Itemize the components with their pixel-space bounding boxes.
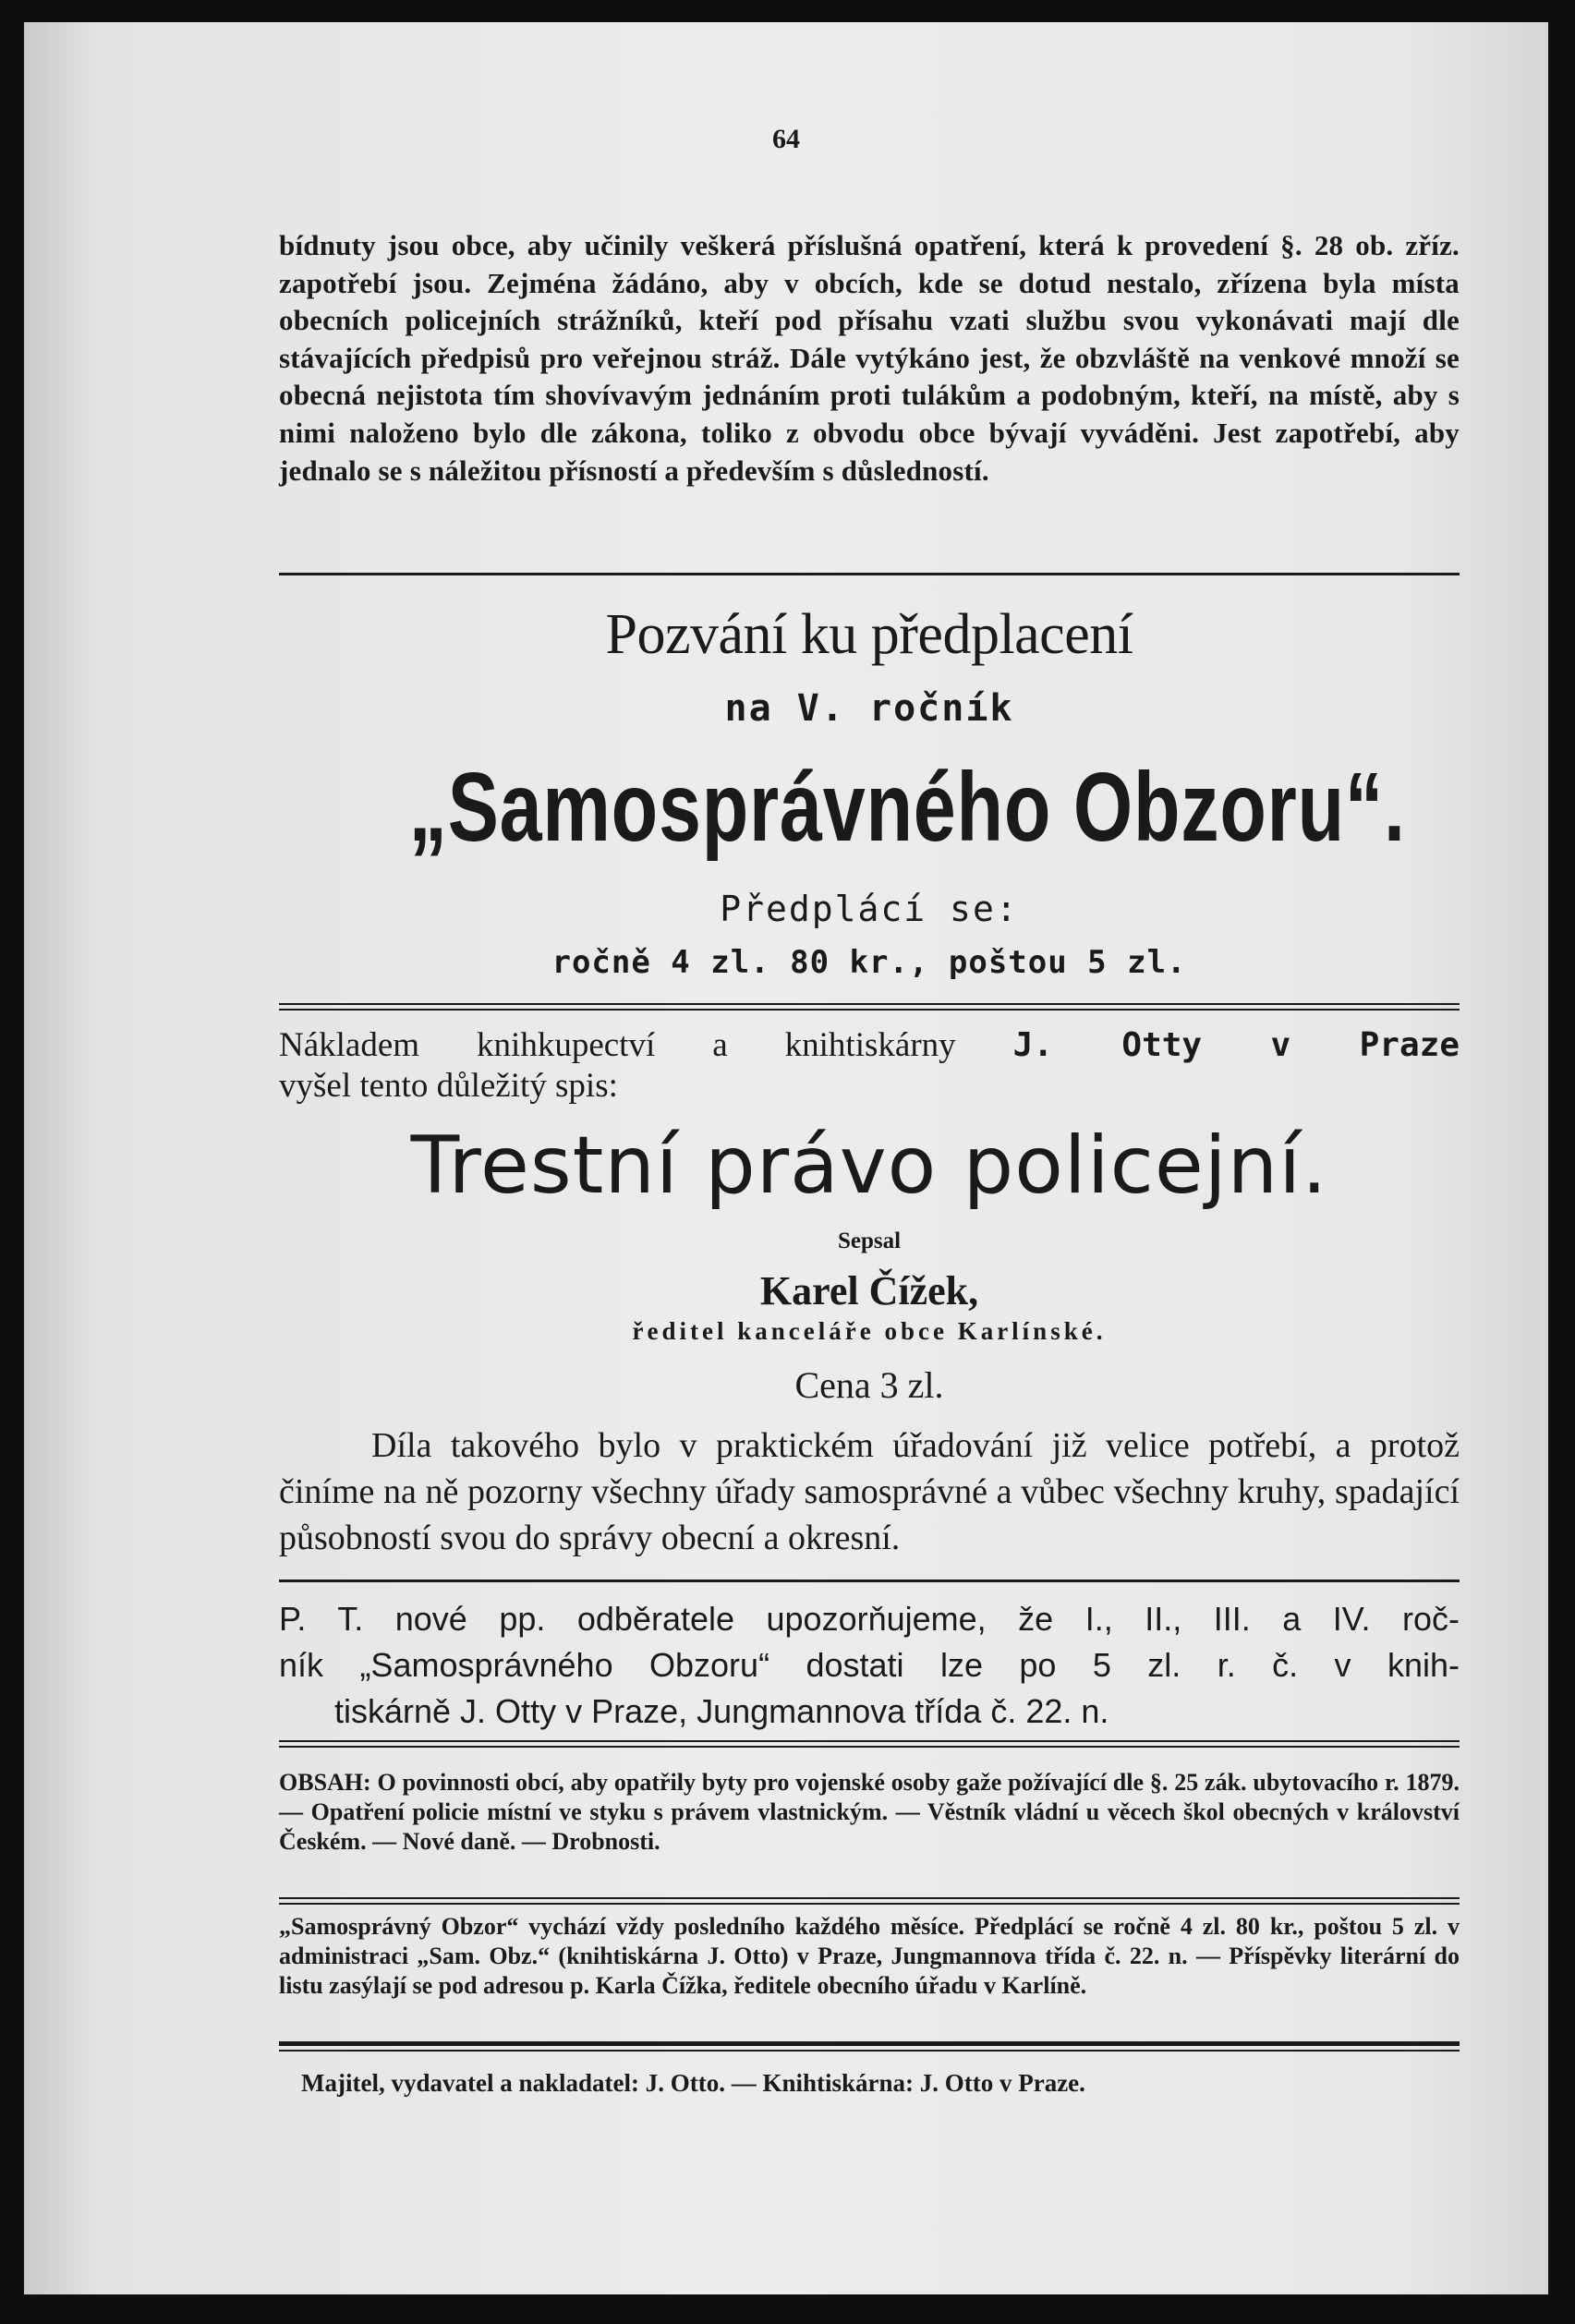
book-price: Cena 3 zl. [794, 1364, 944, 1406]
subscriber-notice [279, 1596, 1460, 1735]
publisher-suffix: vyšel tento důležitý spis: [279, 1067, 618, 1105]
imprint-line: Majitel, vydavatel a nakladatel: J. Otto. — Knihtiskárna: J. Otto v Praze. [301, 2069, 1085, 2097]
divider-top [279, 573, 1460, 575]
sepsal-label: Sepsal [837, 1229, 902, 1253]
contents-label: OBSAH: [279, 1769, 371, 1796]
magazine-title: „Samosprávného Obzoru“. [408, 753, 1406, 862]
page-number: 64 [772, 124, 800, 154]
divider-double-a2 [279, 1009, 1460, 1011]
divider-bottom-thick [279, 2041, 1460, 2046]
publication-info: „Samosprávný Obzor“ vychází vždy posledního každého měsíce. Předplácí se ročně 4 zl. 80 kr., poštou 5 zl. v administraci „Sam. Obz.“ (knihtiskárna J. Otto) v Praze, Jungmannova třída č. 22. n. — Příspěvky literární do listu zasýlají se pod adresou p. Karla Čížka, ředitele obecního úřadu v Karlíně. [279, 1913, 1460, 1999]
book-author: Karel Čížek, [759, 1268, 979, 1313]
divider-double-b1 [279, 1740, 1460, 1742]
subscription-price: ročně 4 zl. 80 kr., poštou 5 zl. [551, 944, 1187, 981]
divider-bottom-thin [279, 2050, 1460, 2052]
divider-mid [279, 1580, 1460, 1582]
subscription-subtitle: na V. ročník [724, 687, 1014, 730]
divider-double-c1 [279, 1897, 1460, 1899]
contents-block [279, 1768, 1460, 1857]
book-title: Trestní právo policejní. [410, 1120, 1328, 1212]
divider-double-c2 [279, 1903, 1460, 1905]
book-description: Díla takového bylo v praktickém úřadování již velice potřebí, a protož činíme na ně pozorny všechny úřady samosprávné a vůbec všechny kruhy, spadající působností svou do správy obecní a okresní. [279, 1426, 1460, 1557]
notice-line-2: ník „Samosprávného Obzoru“ dostati lze po 5 zl. r. č. v knih- [279, 1646, 1460, 1684]
notice-line-3: tiskárně J. Otty v Praze, Jungmannova třída č. 22. n. [334, 1692, 1109, 1730]
publisher-line [279, 1025, 1460, 1107]
divider-double-a1 [279, 1003, 1460, 1005]
subscription-title: Pozvání ku předplacení [605, 603, 1133, 666]
contents-text: O povinnosti obcí, aby opatřily byty pro vojenské osoby gaže požívající dle §. 25 zák. ubytovacího r. 1879. — Opatření policie místní ve styku s právem vlastnickým. — Věstník vládní u věcech škol obecných v království Českém. — Nové daně. — Drobnosti. [279, 1769, 1460, 1855]
publisher-prefix: Nákladem knihkupectví a knihtiskárny [279, 1026, 956, 1064]
subscription-predplaci: Předplácí se: [720, 889, 1019, 929]
intro-paragraph: bídnuty jsou obce, aby učinily veškerá příslušná opatření, která k provedení §. 28 ob. zříz. zapotřebí jsou. Zejména žádáno, aby v obcích, kde se dotud nestalo, zřízena byla místa obecních policejních strážníků, kteří pod přísahu vzati službu svou vykonávati mají dle stávajících předpisů pro veřejnou stráž. Dále vytýkáno jest, že obzvláště na venkové množí se obecná nejistota tím shovívavým jednáním proti tulákům a podobným, kteří, na místě, aby s nimi naloženo bylo dle zákona, toliko z obvodu obce bývají vyváděni. Jest zapotřebí, aby jednalo se s náležitou přísností a především s důsledností. [279, 229, 1460, 487]
document-page [24, 22, 1548, 2294]
publisher-name: J. Otty v Praze [1012, 1026, 1460, 1064]
divider-double-b2 [279, 1746, 1460, 1748]
author-role: ředitel kanceláře obce Karlínské. [632, 1317, 1107, 1345]
notice-line-1: P. T. nové pp. odběratele upozorňujeme, že I., II., III. a IV. roč- [279, 1600, 1460, 1638]
